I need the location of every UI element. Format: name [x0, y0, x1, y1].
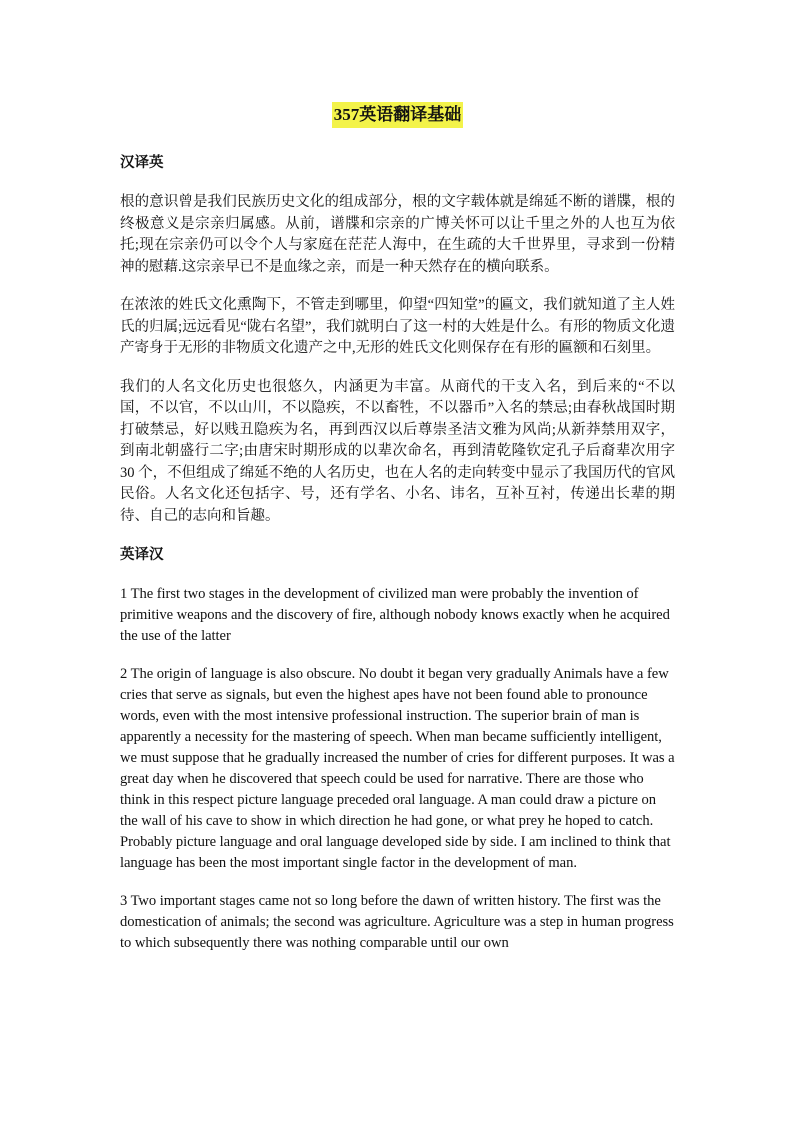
document-title: 357英语翻译基础	[332, 102, 464, 128]
paragraph: 我们的人名文化历史也很悠久，内涵更为丰富。从商代的干支入名，到后来的“不以国，不以官，不以山川，不以隐疾，不以畜牲，不以器币”入名的禁忌;由春秋战国时期打破禁忌，好以贱丑隐疾为名，再到西汉以后尊崇圣洁文雅为风尚;从新莽禁用双字，到南北朝盛行二字;由唐宋时期形成的以辈次命名，再到清乾隆钦定孔子后裔辈次用字 30 个，不但组成了绵延不绝的人名历史，也在人名的走向转变中显示了我国历代的官风民俗。人名文化还包括字、号，还有学名、小名、讳名，互补互衬，传递出长辈的期待、自己的志向和旨趣。	[120, 378, 675, 524]
paragraph: 在浓浓的姓氏文化熏陶下，不管走到哪里，仰望“四知堂”的匾文，我们就知道了主人姓氏的归属;远远看见“陇右名望”，我们就明白了这一村的大姓是什么。有形的物质文化遗产寄身于无形的非物质文化遗产之中,无形的姓氏文化则保存在有形的匾额和石刻里。	[120, 297, 675, 356]
paragraph: 2 The origin of language is also obscure. No doubt it began very gradually Animals have a few cries that serve as signals, but even the highest apes have not been found able to pronounce words, even with the most intensive professional instruction. The superior brain of man is apparently a necessity for the mastering of speech. When man became sufficiently intelligent, we must suppose that he gradually increased the number of cries for different purposes. It was a great day when he discovered that speech could be used for narrative. There are those who think in this respect picture language preceded oral language. A man could draw a picture on the wall of his cave to show in which direction he had gone, or what prey he hoped to catch. Probably picture language and oral language developed side by side. I am inclined to think that language has been the most important single factor in the development of man.	[120, 666, 675, 871]
section-heading: 汉译英	[120, 155, 164, 171]
paragraph: 根的意识曾是我们民族历史文化的组成部分，根的文字载体就是绵延不断的谱牒，根的终极意义是宗亲归属感。从前，谱牒和宗亲的广博关怀可以让千里之外的人也互为依托;现在宗亲仍可以令个人与家庭在茫茫人海中，在生疏的大千世界里，寻求到一份精神的慰藉.这宗亲早已不是血缘之亲，而是一种天然存在的横向联系。	[120, 194, 675, 275]
section-heading: 英译汉	[120, 547, 164, 563]
paragraph: 1 The first two stages in the development of civilized man were probably the invention of primitive weapons and the discovery of fire, although nobody knows exactly when he acquired the use of the latter	[120, 586, 670, 644]
title-block	[120, 102, 675, 128]
section-english-to-chinese	[120, 544, 675, 954]
section-chinese-to-english	[120, 152, 675, 527]
document-page	[120, 102, 675, 971]
paragraph: 3 Two important stages came not so long before the dawn of written history. The first was the domestication of animals; the second was agriculture. Agriculture was a step in human progress to which subsequently there was nothing comparable until our own	[120, 893, 674, 951]
